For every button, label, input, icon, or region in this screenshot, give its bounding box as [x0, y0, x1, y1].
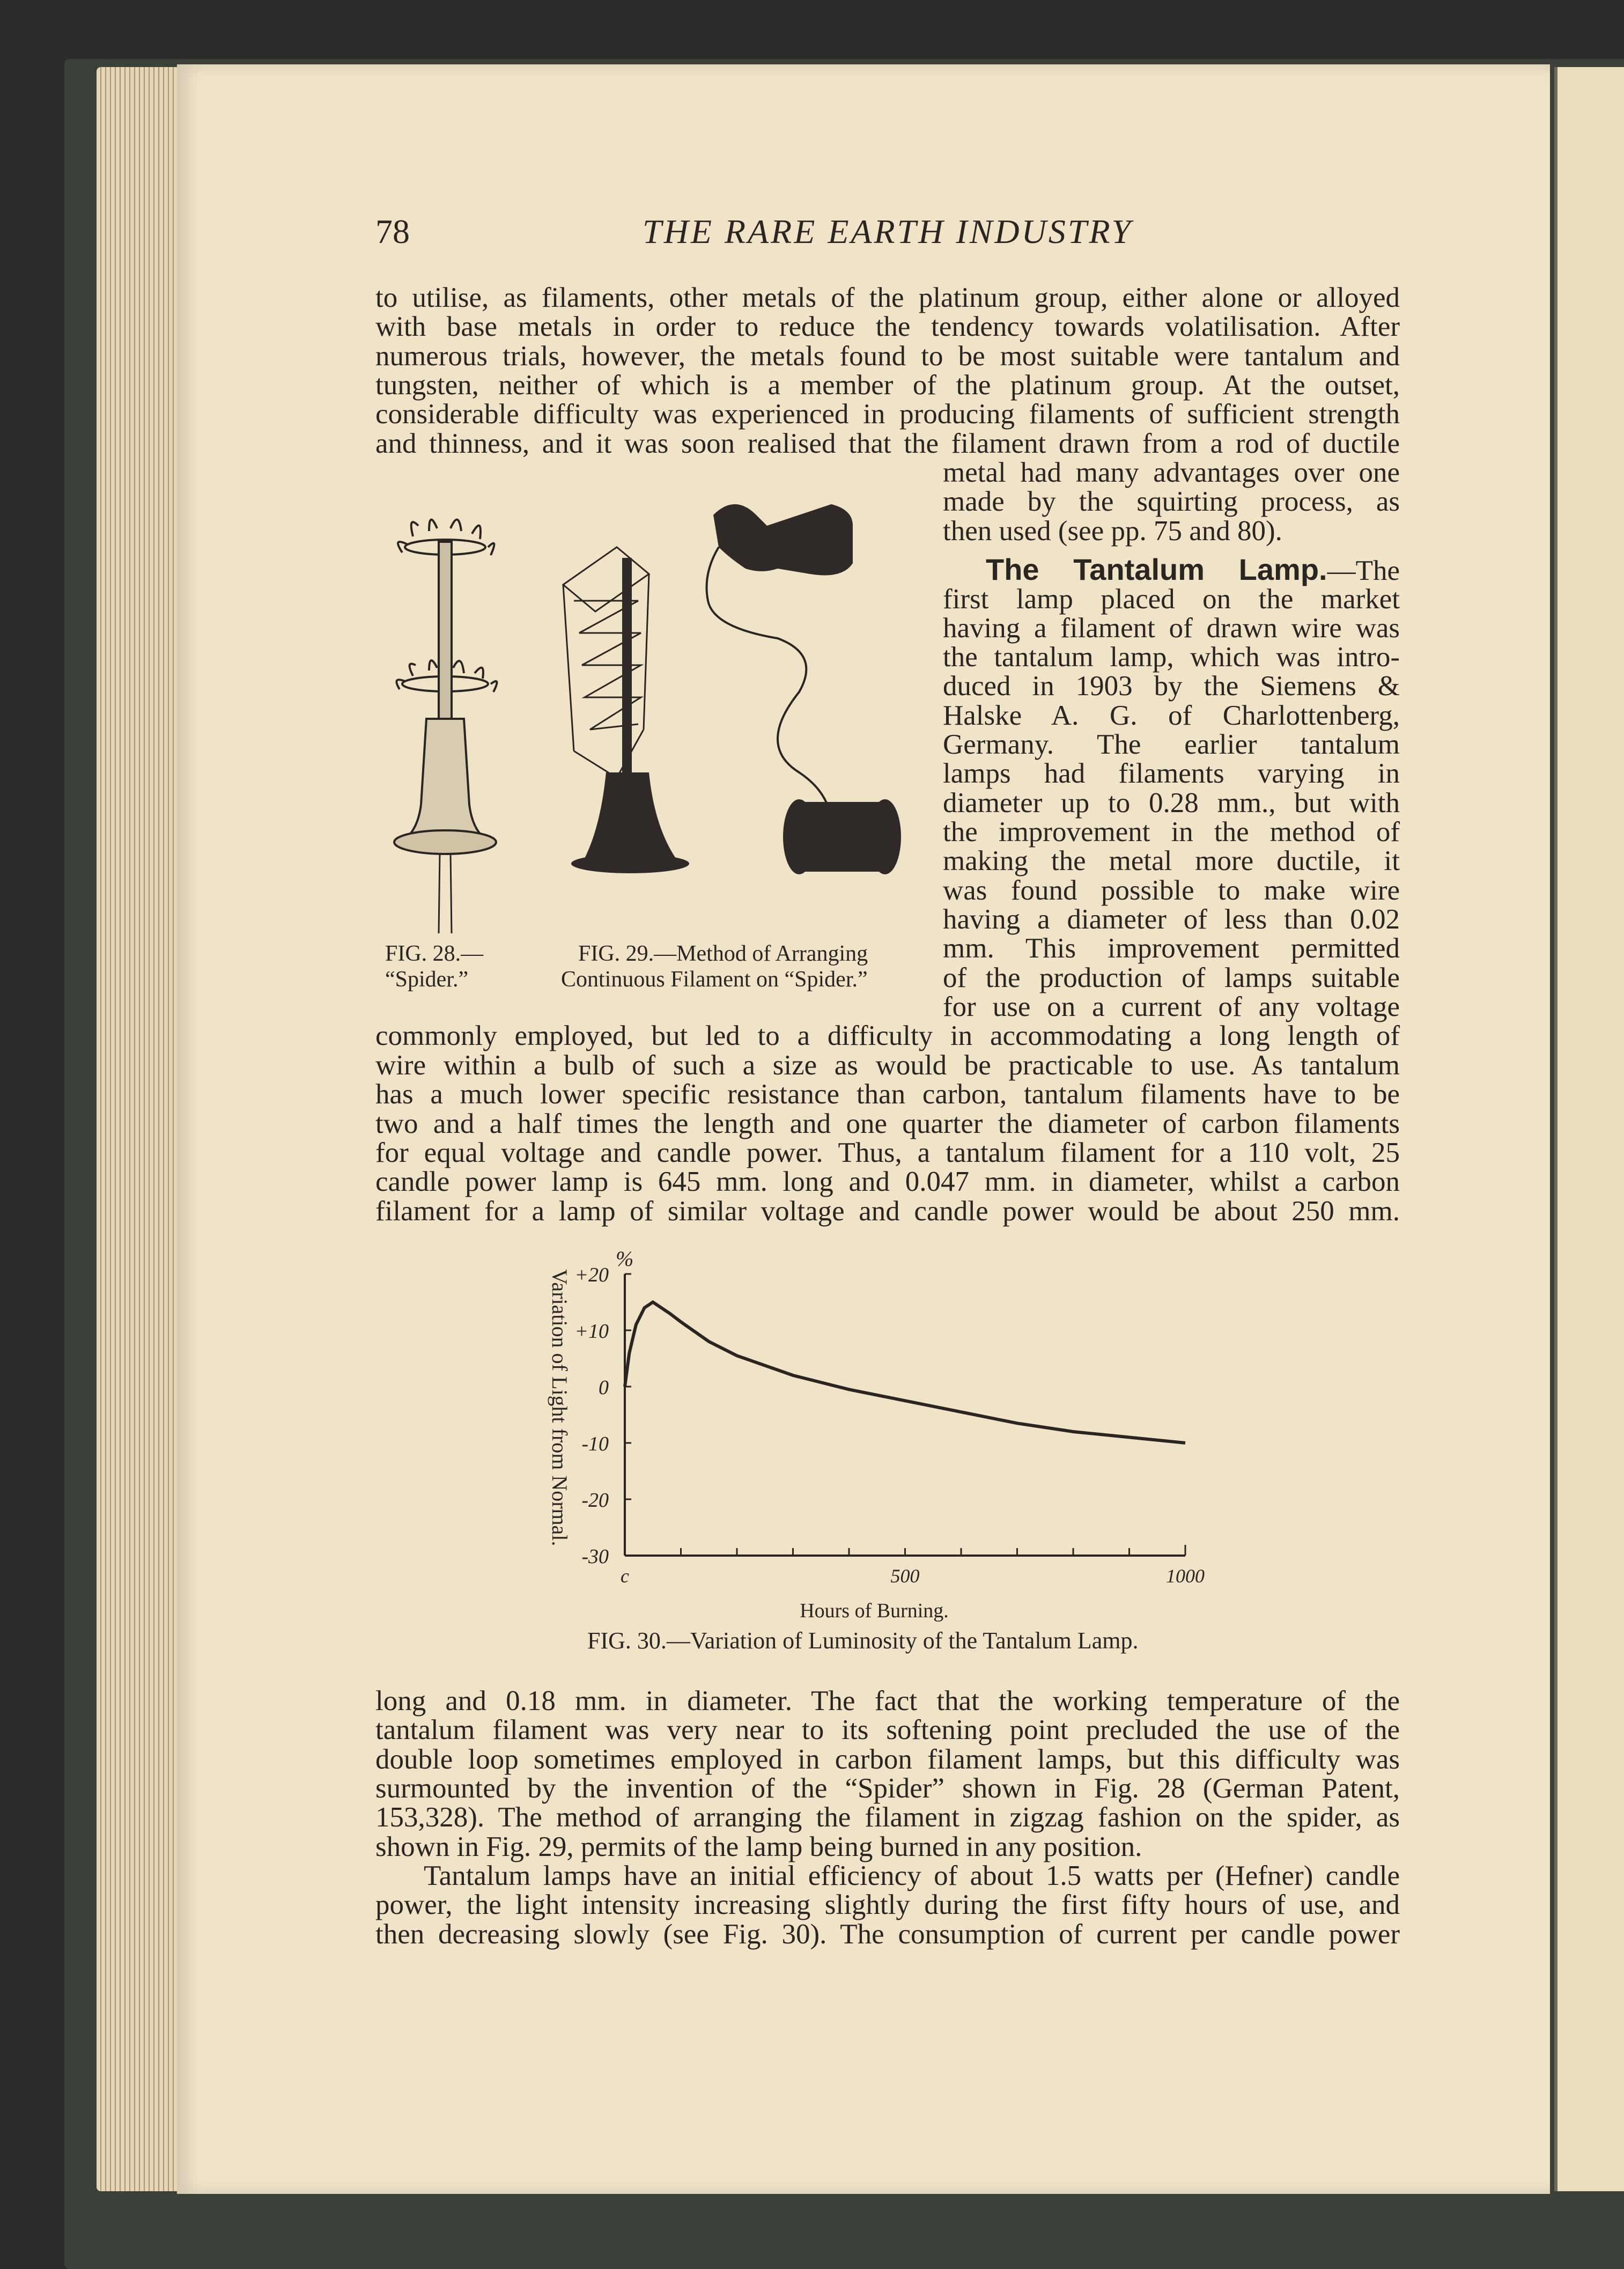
- text-line: having a diameter of less than 0.02: [943, 904, 1400, 935]
- y-axis-label: Variation of Light from Normal.: [548, 1269, 572, 1546]
- x-axis-label: Hours of Burning.: [800, 1600, 949, 1622]
- y-tick-label: +20: [574, 1264, 609, 1286]
- fig29-caption-line1: FIG. 29.—Method of Arranging: [578, 941, 868, 966]
- text-line: Halske A. G. of Charlottenberg,: [943, 700, 1400, 731]
- page-number: 78: [375, 212, 410, 251]
- fig29-caption-line2: Continuous Filament on “Spider.”: [561, 967, 868, 992]
- text-line: long and 0.18 mm. in diameter. The fact that the working temperature of the: [375, 1685, 1400, 1717]
- fig28-caption-line1: FIG. 28.—: [385, 941, 484, 966]
- page-edges: [97, 67, 188, 2191]
- y-tick-label: -10: [581, 1433, 609, 1455]
- running-header: [375, 212, 1400, 255]
- text-line: with base metals in order to reduce the tendency towards volatilisation. After: [375, 311, 1400, 342]
- text-line: mm. This improvement permitted: [943, 933, 1400, 964]
- x-tick-label: 1000: [1166, 1565, 1205, 1587]
- text-line: 153,328). The method of arranging the filament in zigzag fashion on the spider, as: [375, 1802, 1400, 1833]
- text-line: candle power lamp is 645 mm. long and 0.047 mm. in diameter, whilst a carbon: [375, 1166, 1400, 1197]
- text-line: double loop sometimes employed in carbon filament lamps, but this difficulty was: [375, 1744, 1400, 1775]
- text-line: for use on a current of any voltage: [943, 991, 1400, 1022]
- fig28-caption-line2: “Spider.”: [385, 967, 469, 992]
- heading-dash: —The: [1327, 555, 1400, 586]
- text-line: tungsten, neither of which is a member of the platinum group. At the outset,: [375, 370, 1400, 401]
- text-line: having a filament of drawn wire was: [943, 613, 1400, 644]
- fig30-caption: FIG. 30.—Variation of Luminosity of the Tantalum Lamp.: [587, 1627, 1139, 1654]
- text-line: of the production of lamps suitable: [943, 962, 1400, 993]
- y-tick-label: -30: [581, 1545, 609, 1568]
- fig28-spider-illustration: [375, 504, 515, 944]
- text-line: power, the light intensity increasing slightly during the first fifty hours of use, and: [375, 1889, 1400, 1920]
- section-heading: The Tantalum Lamp.: [986, 552, 1327, 586]
- fig29-filament-illustration: [552, 493, 939, 933]
- section-heading-line: [986, 552, 1400, 586]
- x-tick-label: 500: [890, 1565, 920, 1587]
- text-line: numerous trials, however, the metals found to be most suitable were tantalum and: [375, 341, 1400, 372]
- y-tick-label: +10: [574, 1320, 609, 1343]
- text-line: two and a half times the length and one quarter the diameter of carbon filaments: [375, 1108, 1400, 1139]
- y-tick-label: -20: [581, 1489, 609, 1512]
- y-tick-label: 0: [599, 1376, 609, 1399]
- running-title: THE RARE EARTH INDUSTRY: [643, 212, 1133, 251]
- text-line: first lamp placed on the market: [943, 584, 1400, 615]
- luminosity-series-line: [625, 1302, 1185, 1443]
- text-line: metal had many advantages over one: [943, 457, 1400, 488]
- text-line: then used (see pp. 75 and 80).: [943, 515, 1282, 547]
- text-line: duced in 1903 by the Siemens &: [943, 671, 1400, 702]
- text-line: made by the squirting process, as: [943, 486, 1400, 517]
- text-line: filament for a lamp of similar voltage and candle power would be about 250 mm.: [375, 1196, 1400, 1227]
- text-line: the improvement in the method of: [943, 816, 1400, 848]
- text-line: Germany. The earlier tantalum: [943, 729, 1400, 760]
- text-line: to utilise, as filaments, other metals of the platinum group, either alone or alloyed: [375, 282, 1400, 313]
- text-line: surmounted by the invention of the “Spider” shown in Fig. 28 (German Patent,: [375, 1773, 1400, 1804]
- text-line: was found possible to make wire: [943, 875, 1400, 906]
- facing-page-edge: [1554, 67, 1624, 2191]
- text-line: tantalum filament was very near to its softening point precluded the use of the: [375, 1714, 1400, 1745]
- text-line: and thinness, and it was soon realised that the filament drawn from a rod of ductile: [375, 428, 1400, 459]
- text-line: making the metal more ductile, it: [943, 845, 1400, 876]
- y-unit-label: %: [616, 1247, 634, 1271]
- text-line: the tantalum lamp, which was intro-: [943, 642, 1400, 673]
- text-line: lamps had filaments varying in: [943, 758, 1400, 789]
- x-tick-label: c: [621, 1565, 629, 1587]
- text-line: considerable difficulty was experienced in producing filaments of sufficient strength: [375, 399, 1400, 430]
- text-line: has a much lower specific resistance than carbon, tantalum filaments have to be: [375, 1079, 1400, 1110]
- text-line: Tantalum lamps have an initial efficiency of about 1.5 watts per (Hefner) candle: [424, 1860, 1400, 1891]
- text-line: for equal voltage and candle power. Thus, a tantalum filament for a 110 volt, 25: [375, 1137, 1400, 1168]
- text-line: wire within a bulb of such a size as would be practicable to use. As tantalum: [375, 1050, 1400, 1081]
- text-line: then decreasing slowly (see Fig. 30). The consumption of current per candle power: [375, 1919, 1400, 1950]
- text-line: diameter up to 0.28 mm., but with: [943, 787, 1400, 819]
- text-line: commonly employed, but led to a difficulty in accommodating a long length of: [375, 1020, 1400, 1051]
- fig30-chart: [515, 1244, 1234, 1652]
- text-line: shown in Fig. 29, permits of the lamp being burned in any position.: [375, 1831, 1142, 1862]
